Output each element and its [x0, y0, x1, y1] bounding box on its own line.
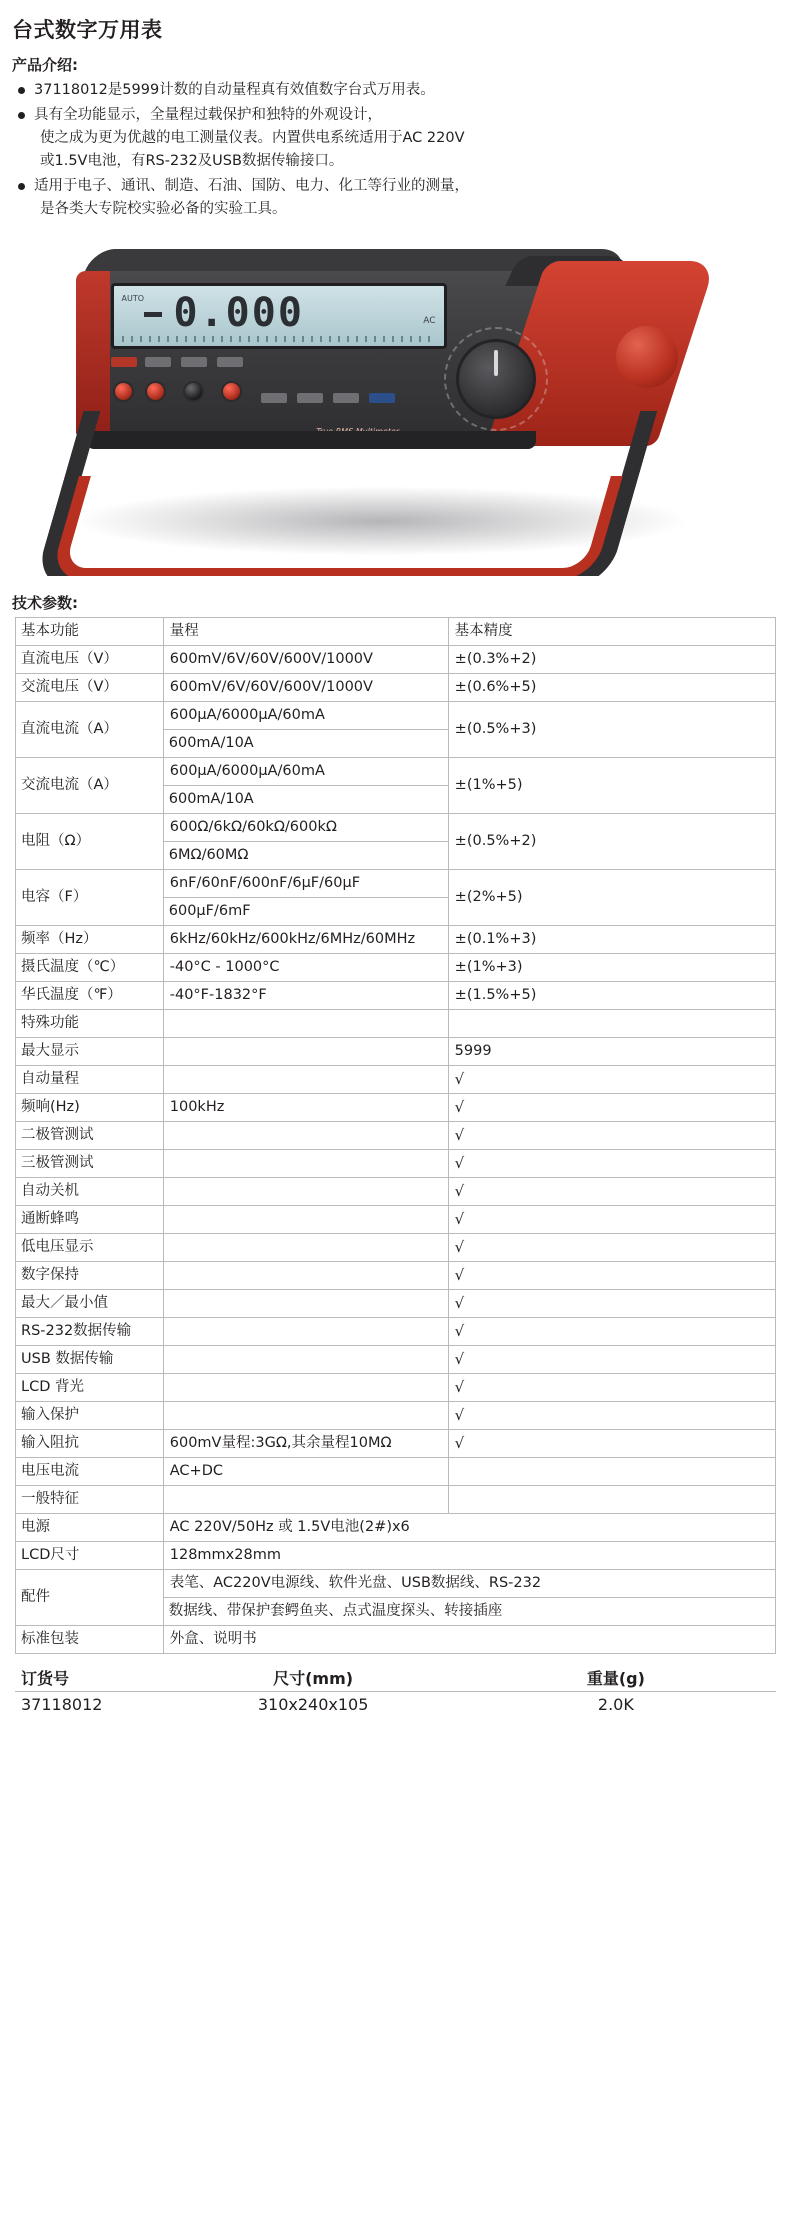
row-accuracy: ±(2%+5) — [448, 870, 775, 926]
row-mark: √ — [448, 1290, 775, 1318]
row-value: AC 220V/50Hz 或 1.5V电池(2#)x6 — [163, 1514, 775, 1542]
rotary-switch — [456, 339, 536, 419]
input-jack-2 — [145, 381, 166, 402]
row-label: 输入保护 — [16, 1402, 164, 1430]
list-item — [16, 79, 781, 102]
column-header-function: 基本功能 — [16, 618, 164, 646]
row-label: 最大显示 — [16, 1038, 164, 1066]
list-item — [16, 175, 781, 221]
specs-heading: 技术参数: — [12, 594, 78, 612]
row-value — [163, 1318, 448, 1346]
table-row — [16, 1122, 776, 1150]
row-range-2: 600mA/10A — [163, 786, 448, 814]
panel-button-6 — [297, 393, 323, 403]
table-row — [16, 1290, 776, 1318]
row-range: 6kHz/60kHz/600kHz/6MHz/60MHz — [163, 926, 448, 954]
row-accuracy: ±(0.6%+5) — [448, 674, 775, 702]
lcd-display — [111, 283, 447, 349]
row-value — [163, 1290, 448, 1318]
table-row — [16, 1346, 776, 1374]
row-label: 最大／最小值 — [16, 1290, 164, 1318]
panel-button-2 — [145, 357, 171, 367]
row-value — [163, 1234, 448, 1262]
row-range: 600mV/6V/60V/600V/1000V — [163, 674, 448, 702]
column-header-weight: 重量(g) — [586, 1669, 645, 1688]
row-value — [163, 1402, 448, 1430]
row-value: 表笔、AC220V电源线、软件光盘、USB数据线、RS-232 — [163, 1570, 775, 1598]
section-label: 特殊功能 — [16, 1010, 164, 1038]
specification-table — [15, 617, 776, 1654]
table-row — [16, 1066, 776, 1094]
section-empty-1 — [163, 1010, 448, 1038]
table-row — [16, 1262, 776, 1290]
product-image — [16, 231, 776, 576]
row-label: 交流电压（V） — [16, 674, 164, 702]
row-label: 通断蜂鸣 — [16, 1206, 164, 1234]
table-row — [16, 1150, 776, 1178]
table-section-row-general — [16, 1486, 776, 1514]
page-title: 台式数字万用表 — [12, 18, 163, 42]
table-row — [16, 674, 776, 702]
row-value: 600mV量程:3GΩ,其余量程10MΩ — [163, 1430, 448, 1458]
table-row — [16, 870, 776, 898]
order-table — [15, 1666, 776, 1717]
input-jack-com — [183, 381, 204, 402]
intro-line: 是各类大专院校实验必备的实验工具。 — [40, 201, 287, 217]
column-header-accuracy: 基本精度 — [448, 618, 775, 646]
row-value — [163, 1178, 448, 1206]
row-label: USB 数据传输 — [16, 1346, 164, 1374]
table-row — [16, 954, 776, 982]
intro-heading: 产品介绍: — [12, 56, 78, 74]
row-range: 6nF/60nF/600nF/6μF/60μF — [163, 870, 448, 898]
row-value: 128mmx28mm — [163, 1542, 775, 1570]
section-empty-1 — [163, 1486, 448, 1514]
row-value: 外盒、说明书 — [163, 1626, 775, 1654]
row-range: 600Ω/6kΩ/60kΩ/600kΩ — [163, 814, 448, 842]
column-header-range: 量程 — [163, 618, 448, 646]
power-knob — [616, 326, 678, 388]
table-row — [16, 1374, 776, 1402]
column-header-dimensions: 尺寸(mm) — [273, 1669, 354, 1688]
row-value — [163, 1374, 448, 1402]
row-label: 电阻（Ω） — [16, 814, 164, 870]
section-label: 一般特征 — [16, 1486, 164, 1514]
intro-line: 具有全功能显示，全量程过载保护和独特的外观设计， — [34, 107, 382, 123]
bench-multimeter-illustration — [16, 231, 776, 576]
row-value: 100kHz — [163, 1094, 448, 1122]
row-mark: √ — [448, 1262, 775, 1290]
product-datasheet-page — [0, 14, 791, 2219]
row-label: 直流电流（A） — [16, 702, 164, 758]
table-row — [16, 1542, 776, 1570]
row-range-2: 600μF/6mF — [163, 898, 448, 926]
row-label: 三极管测试 — [16, 1150, 164, 1178]
row-accuracy: ±(0.3%+2) — [448, 646, 775, 674]
order-size: 310x240x105 — [257, 1695, 369, 1714]
row-mark: √ — [448, 1094, 775, 1122]
row-mark: √ — [448, 1178, 775, 1206]
row-mark: √ — [448, 1346, 775, 1374]
row-label: 标准包装 — [16, 1626, 164, 1654]
input-jack-1 — [113, 381, 134, 402]
row-range: 600μA/6000μA/60mA — [163, 758, 448, 786]
order-weight: 2.0K — [597, 1695, 634, 1714]
row-mark: √ — [448, 1430, 775, 1458]
row-mark: 5999 — [448, 1038, 775, 1066]
row-mark: √ — [448, 1150, 775, 1178]
row-value — [163, 1206, 448, 1234]
row-range: -40°C - 1000°C — [163, 954, 448, 982]
table-row — [16, 1430, 776, 1458]
row-label: 自动量程 — [16, 1066, 164, 1094]
row-mark: √ — [448, 1234, 775, 1262]
table-row — [16, 1234, 776, 1262]
display-unit: AC — [423, 316, 436, 326]
row-label: 配件 — [16, 1570, 164, 1626]
table-row — [16, 646, 776, 674]
row-label: 数字保持 — [16, 1262, 164, 1290]
tilt-handle-inner — [49, 476, 623, 576]
row-value: AC+DC — [163, 1458, 448, 1486]
input-jack-3 — [221, 381, 242, 402]
row-label: 二极管测试 — [16, 1122, 164, 1150]
row-range-2: 600mA/10A — [163, 730, 448, 758]
table-row — [16, 1206, 776, 1234]
order-header-row — [15, 1666, 776, 1692]
row-value — [163, 1346, 448, 1374]
panel-button-5 — [261, 393, 287, 403]
table-row — [15, 1692, 776, 1718]
table-row — [16, 982, 776, 1010]
panel-button-3 — [181, 357, 207, 367]
intro-line: 适用于电子、通讯、制造、石油、国防、电力、化工等行业的测量， — [34, 178, 469, 194]
table-row — [16, 1038, 776, 1066]
list-item — [16, 104, 781, 173]
table-header-row — [16, 618, 776, 646]
table-row — [16, 758, 776, 786]
section-empty-2 — [448, 1010, 775, 1038]
row-label: LCD尺寸 — [16, 1542, 164, 1570]
row-mark: √ — [448, 1206, 775, 1234]
row-label: 交流电流（A） — [16, 758, 164, 814]
row-value — [163, 1038, 448, 1066]
row-value — [163, 1150, 448, 1178]
row-mark: √ — [448, 1402, 775, 1430]
intro-line: 或1.5V电池，有RS-232及USB数据传输接口。 — [40, 153, 344, 169]
intro-line: 37118012是5999计数的自动量程真有效值数字台式万用表。 — [34, 82, 435, 98]
row-mark: √ — [448, 1066, 775, 1094]
row-label: 电源 — [16, 1514, 164, 1542]
table-row — [16, 926, 776, 954]
column-header-order-code: 订货号 — [21, 1669, 70, 1688]
table-row — [16, 1402, 776, 1430]
row-label: 直流电压（V） — [16, 646, 164, 674]
row-accuracy: ±(1.5%+5) — [448, 982, 775, 1010]
table-section-row-special — [16, 1010, 776, 1038]
row-range: 600mV/6V/60V/600V/1000V — [163, 646, 448, 674]
row-value — [163, 1262, 448, 1290]
display-mode-label: AUTO — [121, 294, 145, 303]
table-row — [16, 814, 776, 842]
panel-button-7 — [333, 393, 359, 403]
display-bargraph — [122, 336, 432, 342]
table-row — [16, 702, 776, 730]
row-accuracy: ±(0.1%+3) — [448, 926, 775, 954]
row-label: LCD 背光 — [16, 1374, 164, 1402]
row-label: 电压电流 — [16, 1458, 164, 1486]
table-row — [16, 1514, 776, 1542]
table-row — [16, 1458, 776, 1486]
row-label: 自动关机 — [16, 1178, 164, 1206]
row-label: 频响(Hz) — [16, 1094, 164, 1122]
display-value: 0.000 — [173, 290, 304, 336]
row-mark: √ — [448, 1318, 775, 1346]
row-mark: √ — [448, 1122, 775, 1150]
row-range: 600μA/6000μA/60mA — [163, 702, 448, 730]
row-value — [163, 1122, 448, 1150]
table-row — [16, 1626, 776, 1654]
table-row — [16, 1094, 776, 1122]
row-label: 电容（F） — [16, 870, 164, 926]
row-label: 华氏温度（℉） — [16, 982, 164, 1010]
row-accuracy: ±(1%+3) — [448, 954, 775, 982]
row-accuracy: ±(1%+5) — [448, 758, 775, 814]
intro-line: 使之成为更为优越的电工测量仪表。内置供电系统适用于AC 220V — [40, 130, 465, 146]
row-label: 摄氏温度（℃） — [16, 954, 164, 982]
row-value-2: 数据线、带保护套鳄鱼夹、点式温度探头、转接插座 — [163, 1598, 775, 1626]
row-label: RS-232数据传输 — [16, 1318, 164, 1346]
panel-button-1 — [111, 357, 137, 367]
row-accuracy: ±(0.5%+2) — [448, 814, 775, 870]
row-mark — [448, 1458, 775, 1486]
row-label: 频率（Hz） — [16, 926, 164, 954]
display-minus-sign — [144, 312, 162, 317]
panel-button-8 — [369, 393, 395, 403]
row-accuracy: ±(0.5%+3) — [448, 702, 775, 758]
table-row — [16, 1178, 776, 1206]
table-row — [16, 1318, 776, 1346]
row-label: 低电压显示 — [16, 1234, 164, 1262]
row-label: 输入阻抗 — [16, 1430, 164, 1458]
row-value — [163, 1066, 448, 1094]
row-range-2: 6MΩ/60MΩ — [163, 842, 448, 870]
row-range: -40°F-1832°F — [163, 982, 448, 1010]
table-row — [16, 1570, 776, 1598]
intro-list — [16, 79, 781, 221]
order-code: 37118012 — [21, 1695, 103, 1714]
row-mark: √ — [448, 1374, 775, 1402]
panel-button-4 — [217, 357, 243, 367]
section-empty-2 — [448, 1486, 775, 1514]
